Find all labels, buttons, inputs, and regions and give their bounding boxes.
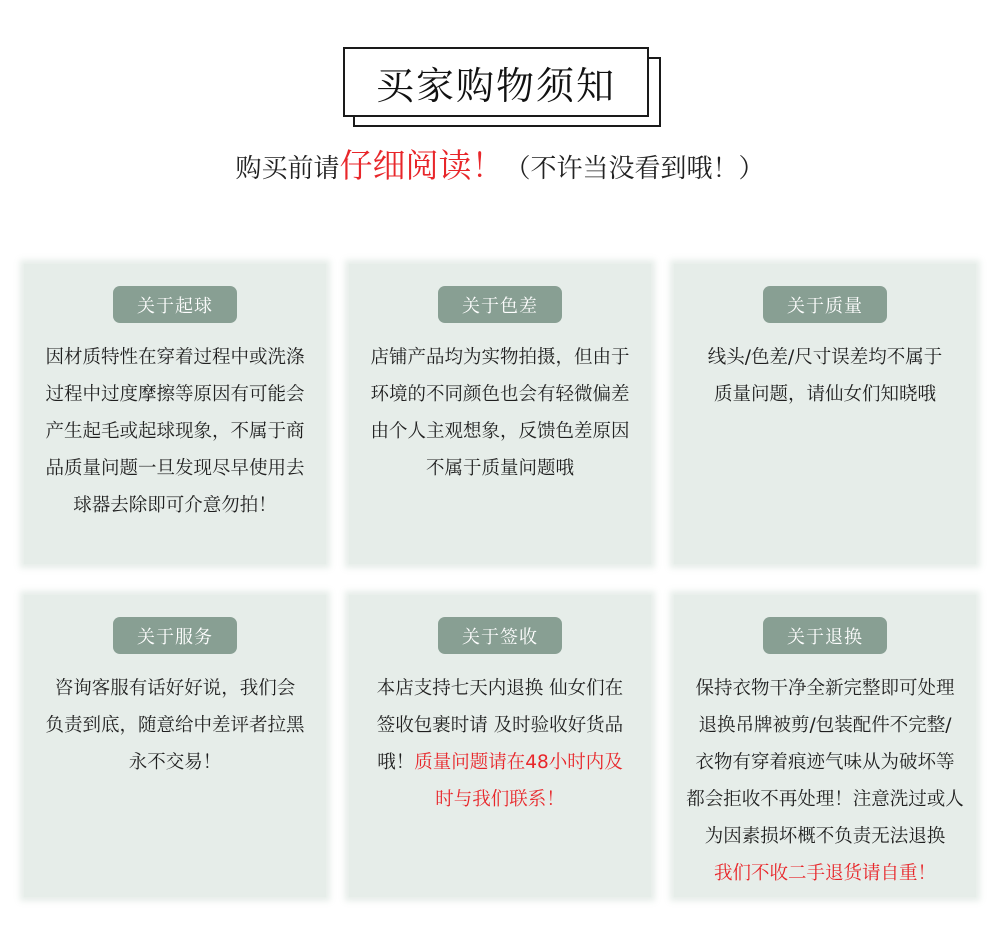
card-line: 衣物有穿着痕迹气味从为破坏等 (695, 752, 955, 773)
card-line: 负责到底，随意给中差评者拉黑 (45, 715, 305, 736)
card-pilling (24, 264, 326, 564)
card-badge: 关于退换 (763, 617, 887, 654)
card-line: 咨询客服有话好好说，我们会 (54, 678, 296, 699)
subtitle-prefix: 购买前请 (235, 154, 340, 184)
card-badge: 关于质量 (763, 286, 887, 323)
card-badge: 关于起球 (113, 286, 237, 323)
card-returns (674, 595, 976, 897)
card-quality (674, 264, 976, 564)
card-badge: 关于签收 (438, 617, 562, 654)
card-line: 由个人主观想象，反馈色差原因 (370, 421, 630, 442)
card-line: 环境的不同颜色也会有轻微偏差 (370, 384, 630, 405)
card-line: 退换吊牌被剪/包装配件不完整/ (698, 715, 952, 736)
card-line: 因材质特性在穿着过程中或洗涤 (45, 347, 305, 368)
card-text (24, 670, 326, 781)
subtitle (0, 140, 1000, 187)
card-line: 过程中过度摩擦等原因有可能会 (45, 384, 305, 405)
card-line-red: 我们不收二手退货请自重！ (713, 863, 936, 884)
card-line: 保持衣物干净全新完整即可处理 (695, 678, 955, 699)
card-line: 签收包裹时请 及时验收好货品 (376, 715, 624, 736)
title-frame (343, 47, 659, 125)
card-line-red: 质量问题请在48小时内及 (414, 752, 623, 773)
card-line: 质量问题，请仙女们知晓哦 (713, 384, 936, 405)
card-line: 永不交易！ (128, 752, 222, 773)
card-line-red: 时与我们联系！ (435, 789, 565, 810)
card-service (24, 595, 326, 897)
subtitle-suffix: （不许当没看到哦！） (504, 154, 765, 184)
card-line: 为因素损坏概不负责无法退换 (704, 826, 946, 847)
card-line: 品质量问题一旦发现尽早使用去 (45, 458, 305, 479)
card-color-difference (349, 264, 651, 564)
card-text (349, 670, 651, 818)
card-line: 产生起毛或起球现象，不属于商 (45, 421, 305, 442)
card-line (349, 781, 651, 818)
card-text (24, 339, 326, 524)
card-line: 本店支持七天内退换 仙女们在 (376, 678, 624, 699)
card-text (674, 339, 976, 413)
subtitle-highlight: 仔细阅读！ (339, 146, 505, 185)
card-line: 线头/色差/尺寸误差均不属于 (707, 347, 943, 368)
card-line (674, 855, 976, 892)
card-line: 球器去除即可介意勿拍！ (73, 495, 277, 516)
card-badge: 关于服务 (113, 617, 237, 654)
card-line: 不属于质量问题哦 (425, 458, 574, 479)
card-receipt (349, 595, 651, 897)
card-line: 都会拒收不再处理！注意洗过或人 (686, 789, 964, 810)
page-title: 买家购物须知 (343, 47, 649, 117)
card-text (349, 339, 651, 487)
card-badge: 关于色差 (438, 286, 562, 323)
card-line (349, 744, 651, 781)
card-line: 店铺产品均为实物拍摄，但由于 (370, 347, 630, 368)
card-text (674, 670, 976, 892)
card-line-normal: 哦！ (377, 752, 415, 773)
